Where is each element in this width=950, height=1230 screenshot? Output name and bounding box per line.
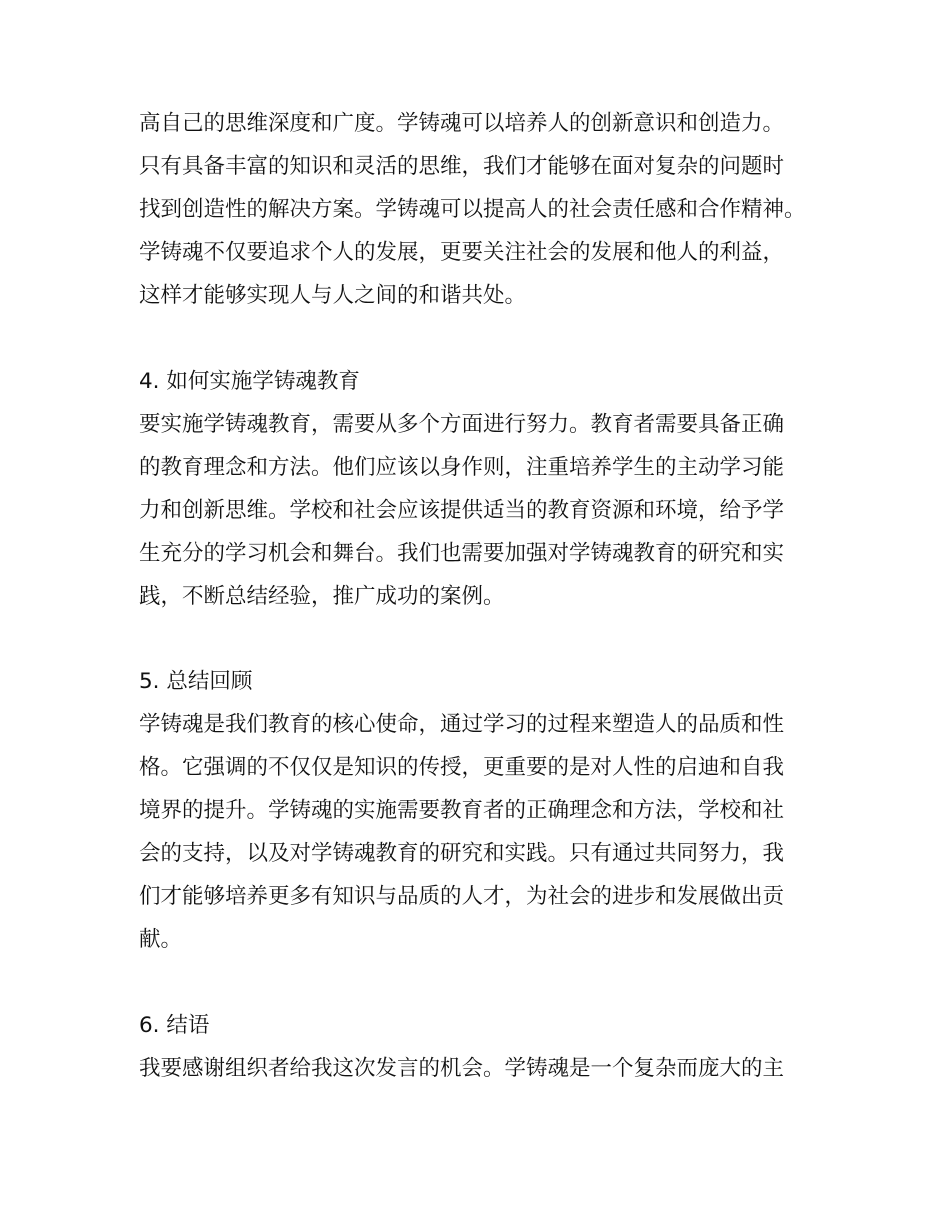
paragraph-line: 找到创造性的解决方案。学铸魂可以提高人的社会责任感和合作精神。 [139,197,806,222]
paragraph-line: 境界的提升。学铸魂的实施需要教育者的正确理念和方法，学校和社 [139,798,785,823]
paragraph-line: 生充分的学习机会和舞台。我们也需要加强对学铸魂教育的研究和实 [139,541,785,566]
paragraph-line: 只有具备丰富的知识和灵活的思维，我们才能够在面对复杂的问题时 [139,154,785,179]
paragraph-line: 要实施学铸魂教育，需要从多个方面进行努力。教育者需要具备正确 [139,412,785,437]
paragraph-line: 格。它强调的不仅仅是知识的传授，更重要的是对人性的启迪和自我 [139,755,785,780]
paragraph-line: 高自己的思维深度和广度。学铸魂可以培养人的创新意识和创造力。 [139,111,785,136]
paragraph-line: 献。 [139,927,183,952]
paragraph-line: 们才能够培养更多有知识与品质的人才，为社会的进步和发展做出贡 [139,884,785,909]
section-heading: 6. 结语 [139,1013,210,1038]
paragraph-line: 的教育理念和方法。他们应该以身作则，注重培养学生的主动学习能 [139,455,785,480]
paragraph-line: 力和创新思维。学校和社会应该提供适当的教育资源和环境，给予学 [139,498,785,523]
paragraph-line: 践，不断总结经验，推广成功的案例。 [139,584,505,609]
paragraph-line: 学铸魂是我们教育的核心使命，通过学习的过程来塑造人的品质和性 [139,712,785,737]
paragraph-line: 我要感谢组织者给我这次发言的机会。学铸魂是一个复杂而庞大的主 [139,1056,785,1081]
section-heading: 4. 如何实施学铸魂教育 [139,369,360,394]
paragraph-line: 会的支持，以及对学铸魂教育的研究和实践。只有通过共同努力，我 [139,841,785,866]
section-heading: 5. 总结回顾 [139,669,253,694]
paragraph-line: 学铸魂不仅要追求个人的发展，更要关注社会的发展和他人的利益， [139,240,785,265]
paragraph-line: 这样才能够实现人与人之间的和谐共处。 [139,283,527,308]
